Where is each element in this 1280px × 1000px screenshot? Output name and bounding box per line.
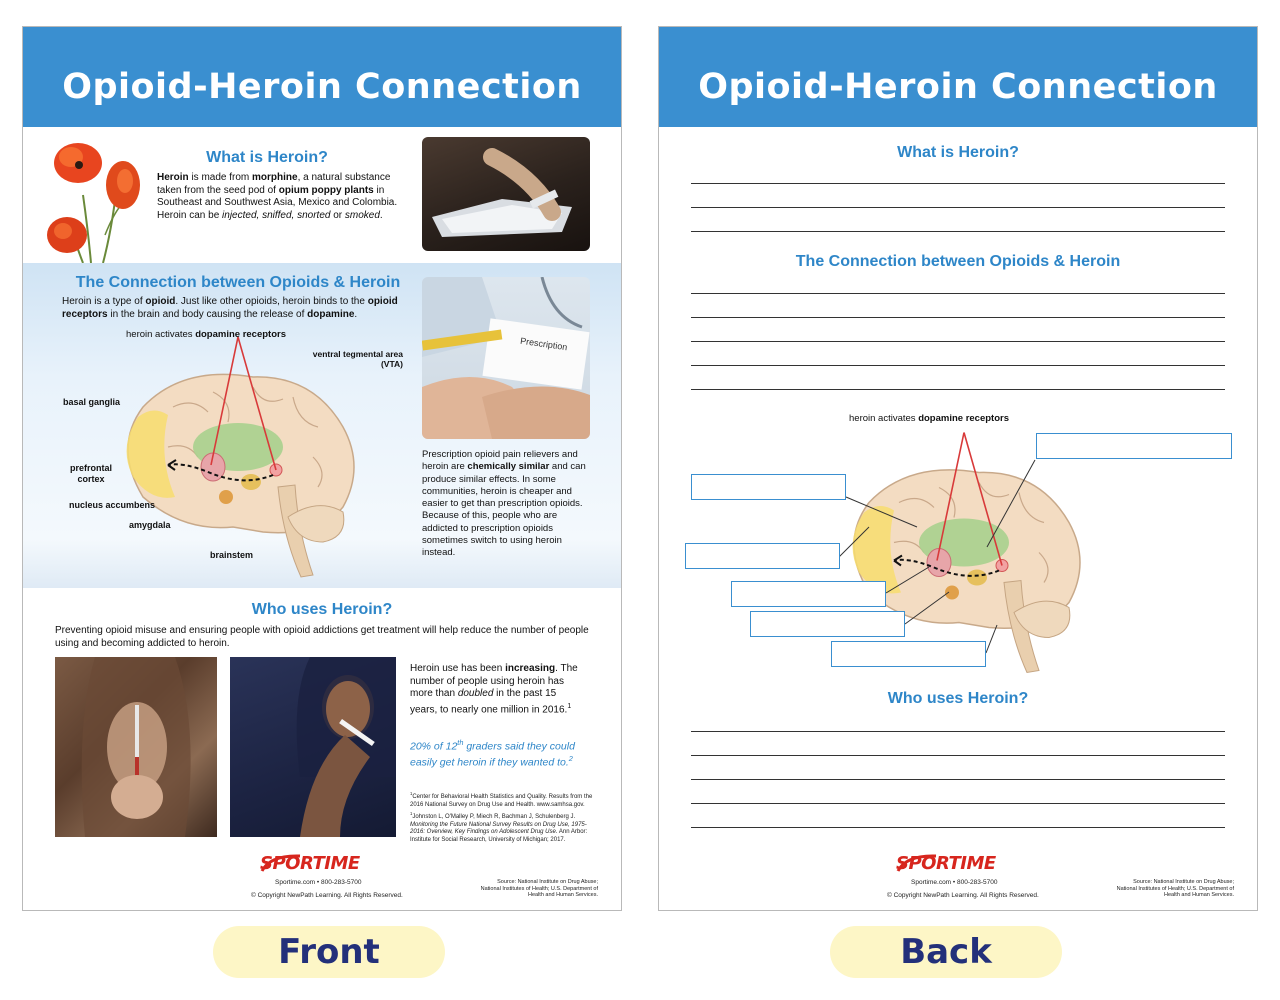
front-connection-heading: The Connection between Opioids & Heroin <box>75 274 401 291</box>
girl-syringe-photo <box>55 657 217 837</box>
back-activates-text: heroin activates dopamine receptors <box>849 413 1009 424</box>
answer-line[interactable] <box>691 731 1225 732</box>
back-contact: Sportime.com • 800-283-5700 <box>911 879 998 886</box>
front-increase-text: Heroin use has been increasing. The number of people using heroin has more than doubled in the past 15 years, to nearly one million in 2016.$^1$ <box>410 663 578 715</box>
label-brainstem: brainstem <box>210 550 254 560</box>
label-box-vta[interactable] <box>1036 433 1232 459</box>
front-who-text: Preventing opioid misuse and ensuring people with opioid addictions get treatment will help reduce the number of people using and becoming addicted to heroin. <box>55 625 589 649</box>
front-activates-text: heroin activates dopamine receptors <box>126 329 286 340</box>
front-stat-text: 20% of 12th graders said they could easily get heroin if they wanted to.$^2$ <box>410 738 575 769</box>
label-vta: ventral tegmental area (VTA) <box>312 349 403 369</box>
back-source: Source: National Institute on Drug Abuse; National Institutes of Health; U.S. Department of Health and Human Services. <box>1116 879 1234 898</box>
back-sportime-logo: SPORTIME <box>896 853 996 874</box>
front-footnote-1: $^1$Center for Behavioral Health Statistics and Quality. Results from the 2016 National Survey on Drug Use and Health. www.samhsa.gov. <box>410 791 593 808</box>
front-title: Opioid-Heroin Connection <box>62 67 582 107</box>
label-amygdala: amygdala <box>129 520 171 530</box>
front-panel <box>22 26 622 911</box>
answer-line[interactable] <box>691 755 1225 756</box>
back-what-heading: What is Heroin? <box>897 144 1019 161</box>
prescription-photo <box>422 277 590 439</box>
front-who-heading: Who uses Heroin? <box>251 601 393 618</box>
answer-line[interactable] <box>691 803 1225 804</box>
poppy-flowers-image <box>43 135 143 265</box>
front-title-banner <box>23 27 621 127</box>
answer-line[interactable] <box>691 827 1225 828</box>
back-connection-heading: The Connection between Opioids & Heroin <box>795 253 1121 270</box>
answer-line[interactable] <box>691 779 1225 780</box>
back-panel <box>658 26 1258 911</box>
back-title: Opioid-Heroin Connection <box>698 67 1218 107</box>
label-box-amygdala[interactable] <box>750 611 905 637</box>
prescription-label: Prescription <box>519 335 568 353</box>
back-label: Back <box>830 926 1062 978</box>
label-nucleus-accumbens: nucleus accumbens <box>69 500 156 510</box>
front-connection-text: Heroin is a type of opioid. Just like other opioids, heroin binds to the opioid receptors in the brain and body causing the release of dopamine. <box>62 296 398 320</box>
label-box-prefrontal-cortex[interactable] <box>685 543 840 569</box>
front-prescription-text: Prescription opioid pain relievers and heroin are chemically similar and can produce similar effects. In some communities, heroin is cheaper and easier to get than prescription opioids. Because of this, people who are addicted to prescription opioids sometimes switch to using heroin instead. <box>422 449 586 559</box>
front-label: Front <box>213 926 445 978</box>
boy-smoking-photo <box>230 657 396 837</box>
heroin-powder-photo <box>422 137 590 251</box>
label-box-basal-ganglia[interactable] <box>691 474 846 500</box>
back-logo-swoosh-icon <box>896 853 1031 875</box>
label-box-brainstem[interactable] <box>831 641 986 667</box>
front-logo-swoosh-icon <box>260 853 395 875</box>
front-sportime-logo: SPORTIME <box>260 853 360 874</box>
label-basal-ganglia: basal ganglia <box>63 397 121 407</box>
front-footnote-2: $^1$Johnston L, O'Malley P, Miech R, Bachman J, Schulenberg J. Monitoring the Future National Survey Results on Drug Use, 1975-2016: Overview, Key Findings on Adolescent Drug Use. Ann Arbor: Institute for Social Research, University of Michigan; 2017. <box>410 811 588 843</box>
front-what-text: Heroin is made from morphine, a natural substance taken from the seed pod of opium poppy plants in Southeast and Southwest Asia, Mexico and Colombia. Heroin can be injected, sniffed, snorted or smoked. <box>157 172 398 221</box>
label-prefrontal-cortex: prefrontal cortex <box>69 463 112 484</box>
front-source: Source: National Institute on Drug Abuse; National Institutes of Health; U.S. Department of Health and Human Services. <box>480 879 598 898</box>
back-who-heading: Who uses Heroin? <box>887 690 1029 707</box>
front-contact: Sportime.com • 800-283-5700 <box>275 879 362 886</box>
back-copyright: © Copyright NewPath Learning. All Rights Reserved. <box>887 892 1039 899</box>
brain-diagram <box>113 337 373 582</box>
front-what-heading: What is Heroin? <box>206 149 328 166</box>
front-copyright: © Copyright NewPath Learning. All Rights Reserved. <box>251 892 403 899</box>
label-box-nucleus-accumbens[interactable] <box>731 581 886 607</box>
